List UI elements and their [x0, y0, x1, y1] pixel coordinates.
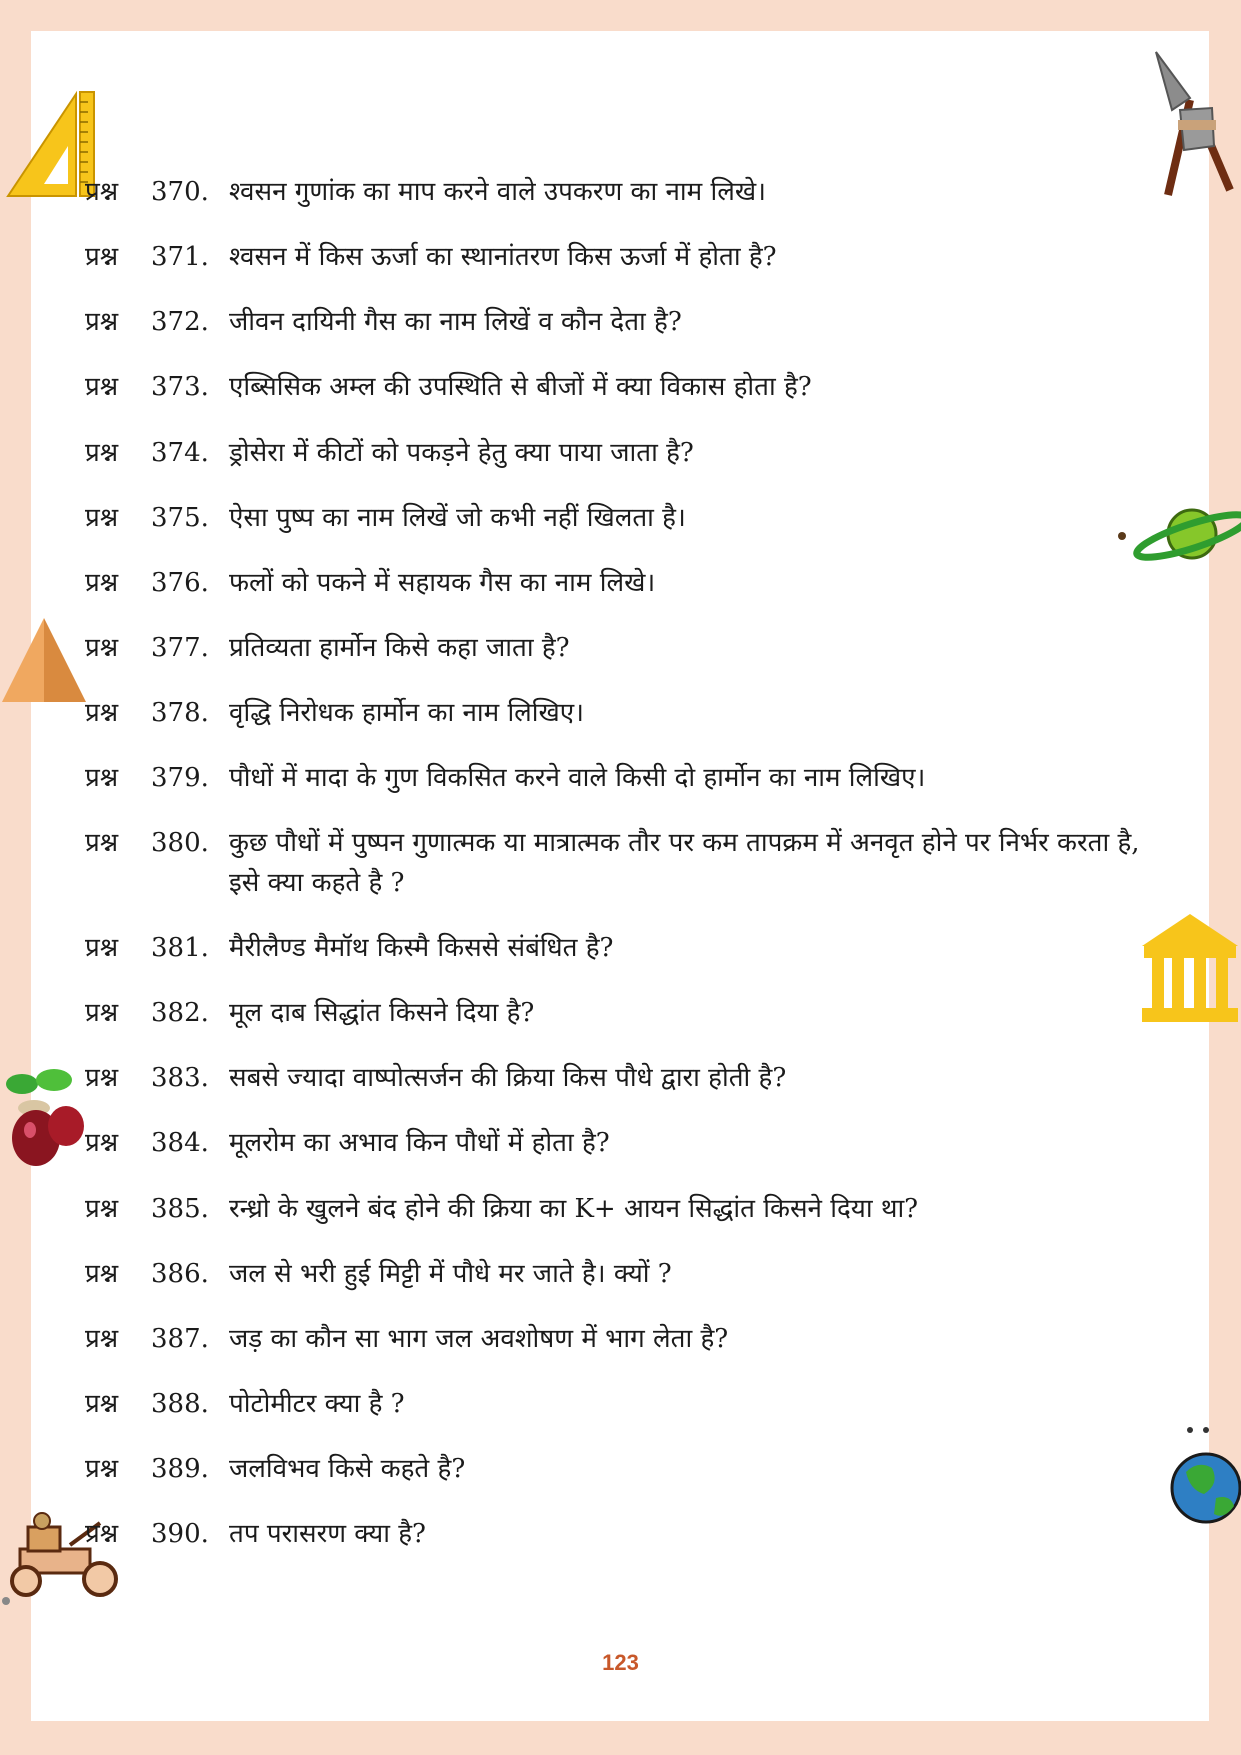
question-number: 378. — [151, 698, 209, 728]
question-label: प्रश्न — [85, 242, 119, 272]
question-item — [85, 1058, 1165, 1098]
question-item — [85, 693, 1165, 733]
question-item — [85, 302, 1165, 342]
question-number: 388. — [151, 1389, 209, 1419]
question-number: 371. — [151, 242, 209, 272]
question-number: 370. — [151, 177, 209, 207]
question-text: फलों को पकने में सहायक गैस का नाम लिखे। — [229, 568, 656, 598]
question-number: 379. — [151, 763, 209, 793]
question-item — [85, 1189, 1165, 1229]
question-text: तप परासरण क्या है? — [229, 1519, 426, 1549]
question-text: ऐसा पुष्प का नाम लिखें जो कभी नहीं खिलता है। — [229, 503, 686, 533]
question-label: प्रश्न — [85, 1063, 119, 1093]
question-text: ड्रोसेरा में कीटों को पकड़ने हेतु क्या पाया जाता है? — [229, 438, 694, 468]
question-label: प्रश्न — [85, 177, 119, 207]
question-item — [85, 1123, 1165, 1163]
question-label: प्रश्न — [85, 933, 119, 963]
question-number: 387. — [151, 1324, 209, 1354]
question-label: प्रश्न — [85, 1128, 119, 1158]
question-label: प्रश्न — [85, 568, 119, 598]
question-text: जीवन दायिनी गैस का नाम लिखें व कौन देता है? — [229, 307, 682, 337]
question-label: प्रश्न — [85, 998, 119, 1028]
question-number: 381. — [151, 933, 209, 963]
question-text: पोटोमीटर क्या है ? — [229, 1389, 405, 1419]
question-item — [85, 758, 1165, 798]
question-text: मूल दाब सिद्धांत किसने दिया है? — [229, 998, 535, 1028]
question-text: मैरीलैण्ड मैमॉथ किस्मै किससे संबंधित है? — [229, 933, 614, 963]
question-text: मूलरोम का अभाव किन पौधों में होता है? — [229, 1128, 610, 1158]
question-item — [85, 628, 1165, 668]
question-label: प्रश्न — [85, 1194, 119, 1224]
question-label: प्रश्न — [85, 372, 119, 402]
question-label: प्रश्न — [85, 633, 119, 663]
question-text: सबसे ज्यादा वाष्पोत्सर्जन की क्रिया किस पौधे द्वारा होती है? — [229, 1063, 787, 1093]
question-label: प्रश्न — [85, 1324, 119, 1354]
question-number: 385. — [151, 1194, 209, 1224]
question-item — [85, 823, 1165, 903]
question-item — [85, 237, 1165, 277]
question-item — [85, 367, 1165, 407]
question-text: प्रतिव्यता हार्मोन किसे कहा जाता है? — [229, 633, 570, 663]
question-text: वृद्धि निरोधक हार्मोन का नाम लिखिए। — [229, 698, 585, 728]
question-label: प्रश्न — [85, 1454, 119, 1484]
question-number: 377. — [151, 633, 209, 663]
question-label: प्रश्न — [85, 698, 119, 728]
question-label: प्रश्न — [85, 503, 119, 533]
question-number: 375. — [151, 503, 209, 533]
kidney-bean-sprout-icon — [4, 1060, 90, 1170]
question-number: 384. — [151, 1128, 209, 1158]
page-number: 123 — [602, 1650, 639, 1675]
question-item — [85, 433, 1165, 473]
question-text: जड़ का कौन सा भाग जल अवशोषण में भाग लेता है? — [229, 1324, 729, 1354]
question-number: 386. — [151, 1259, 209, 1289]
question-label: प्रश्न — [85, 438, 119, 468]
question-text: जलविभव किसे कहते है? — [229, 1454, 466, 1484]
question-number: 389. — [151, 1454, 209, 1484]
question-text: रन्ध्रो के खुलने बंद होने की क्रिया का K+ आयन सिद्धांत किसने दिया था? — [229, 1194, 919, 1224]
question-item — [85, 1319, 1165, 1359]
question-text: श्वसन गुणांक का माप करने वाले उपकरण का नाम लिखे। — [229, 177, 766, 207]
question-label: प्रश्न — [85, 1389, 119, 1419]
question-item — [85, 172, 1165, 212]
question-text: जल से भरी हुई मिट्टी में पौधे मर जाते है। क्यों ? — [229, 1259, 672, 1289]
question-item — [85, 498, 1165, 538]
question-number: 373. — [151, 372, 209, 402]
question-number: 382. — [151, 998, 209, 1028]
earth-globe-icon — [1160, 1424, 1241, 1534]
question-label: प्रश्न — [85, 828, 119, 858]
question-number: 380. — [151, 828, 209, 858]
question-text: श्वसन में किस ऊर्जा का स्थानांतरण किस ऊर्जा में होता है? — [229, 242, 777, 272]
question-text: पौधों में मादा के गुण विकसित करने वाले किसी दो हार्मोन का नाम लिखिए। — [229, 763, 926, 793]
question-item — [85, 928, 1165, 968]
question-number: 383. — [151, 1063, 209, 1093]
question-label: प्रश्न — [85, 1519, 119, 1549]
question-item — [85, 993, 1165, 1033]
question-item — [85, 1449, 1165, 1489]
pyramid-icon — [0, 614, 88, 704]
question-item — [85, 1514, 1165, 1554]
question-text: एब्सिसिक अम्ल की उपस्थिति से बीजों में क्या विकास होता है? — [229, 372, 812, 402]
question-number: 390. — [151, 1519, 209, 1549]
question-number: 376. — [151, 568, 209, 598]
question-item — [85, 1384, 1165, 1424]
question-label: प्रश्न — [85, 763, 119, 793]
question-number: 372. — [151, 307, 209, 337]
question-text: कुछ पौधों में पुष्पन गुणात्मक या मात्रात्मक तौर पर कम तापक्रम में अनवृत होने पर निर्भर करता है, इसे क्या कहते है ? — [229, 828, 1140, 898]
question-number: 374. — [151, 438, 209, 468]
question-label: प्रश्न — [85, 1259, 119, 1289]
question-item — [85, 563, 1165, 603]
question-item — [85, 1254, 1165, 1294]
question-label: प्रश्न — [85, 307, 119, 337]
